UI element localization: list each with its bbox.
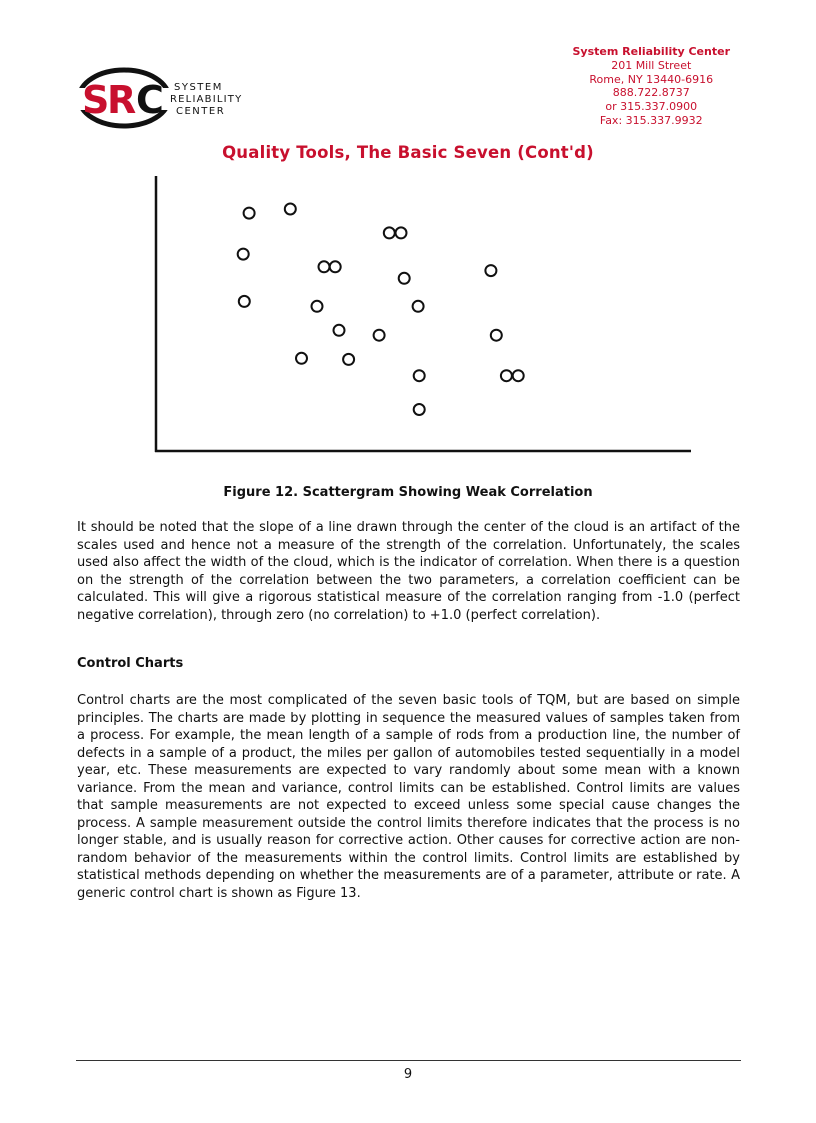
scatter-point-19: [501, 370, 512, 381]
scatter-point-16: [296, 353, 307, 364]
scatter-point-10: [239, 296, 250, 307]
scatter-point-6: [319, 261, 330, 272]
logo-letter-r: R: [107, 78, 137, 122]
logo-letter-s: S: [82, 78, 110, 122]
scattergram-figure: [150, 176, 695, 458]
scatter-point-5: [238, 249, 249, 260]
section-heading-control-charts: Control Charts: [77, 656, 184, 671]
figure-caption: Figure 12. Scattergram Showing Weak Correlation: [223, 485, 593, 500]
src-logo-graphic: [76, 66, 246, 130]
scatter-point-20: [513, 370, 524, 381]
scatter-point-4: [396, 227, 407, 238]
phone-local: or 315.337.0900: [605, 100, 698, 114]
fax-number: Fax: 315.337.9932: [599, 113, 703, 127]
scatter-point-21: [414, 404, 425, 415]
scatter-point-11: [312, 301, 323, 312]
org-name: System Reliability Center: [572, 45, 730, 58]
scatter-point-1: [244, 208, 255, 219]
scatter-point-14: [374, 330, 385, 341]
city-state-zip: Rome, NY 13440-6916: [589, 72, 714, 86]
phone-tollfree: 888.722.8737: [612, 86, 690, 100]
logo-line-1: SYSTEM: [174, 82, 223, 93]
footer-divider: [76, 1060, 741, 1061]
scatter-point-2: [285, 204, 296, 215]
scatter-point-15: [491, 330, 502, 341]
paragraph-control-charts: Control charts are the most complicated of the seven basic tools of TQM, but are based on simple principles. The charts are made by plotting in sequence the measured values of samples taken from a process. For example, the mean length of a sample of rods from a production line, the number of defects in a sample of a product, the miles per gallon of automobiles tested sequentially in a model year, etc. These measurements are expected to vary randomly about some mean with a known variance. From the mean and variance, control limits can be established. Control limits are values that sample measurements are not expected to exceed unless some special cause changes the process. A sample measurement outside the control limits therefore indicates that the process is no longer stable, and is usually reason for corrective action. Other causes for corrective action are non-random behavior of the measurements within the control limits. Control limits are established by statistical methods depending on whether the measurements are of a parameter, attribute or rate. A generic control chart is shown as Figure 13.: [77, 693, 740, 901]
scatter-point-13: [334, 325, 345, 336]
scatter-point-12: [413, 301, 424, 312]
scatter-point-7: [330, 261, 341, 272]
page-number: 9: [403, 1067, 413, 1082]
scatter-point-18: [414, 370, 425, 381]
street-address: 201 Mill Street: [611, 58, 692, 72]
page-title: Quality Tools, The Basic Seven (Cont'd): [222, 143, 594, 162]
paragraph-correlation: It should be noted that the slope of a line drawn through the center of the cloud is an artifact of the scales used and hence not a measure of the strength of the correlation. Unfortunately, the scales used also affect the width of the cloud, which is the indicator of correlation. When there is a question on the strength of the correlation between the two parameters, a correlation coefficient can be calculated. This will give a rigorous statistical measure of the correlation ranging from -1.0 (perfect negative correlation), through zero (no correlation) to +1.0 (perfect correlation).: [77, 520, 740, 623]
scatter-point-8: [399, 273, 410, 284]
scatter-plot: [150, 176, 695, 458]
scatter-point-9: [485, 265, 496, 276]
address-block: [573, 45, 731, 128]
logo-line-2: RELIABILITY: [170, 94, 243, 105]
logo-line-3: CENTER: [176, 106, 226, 117]
logo-letter-c: C: [136, 78, 164, 122]
scatter-point-17: [343, 354, 354, 365]
scatter-point-3: [384, 227, 395, 238]
src-logo: [76, 66, 246, 130]
